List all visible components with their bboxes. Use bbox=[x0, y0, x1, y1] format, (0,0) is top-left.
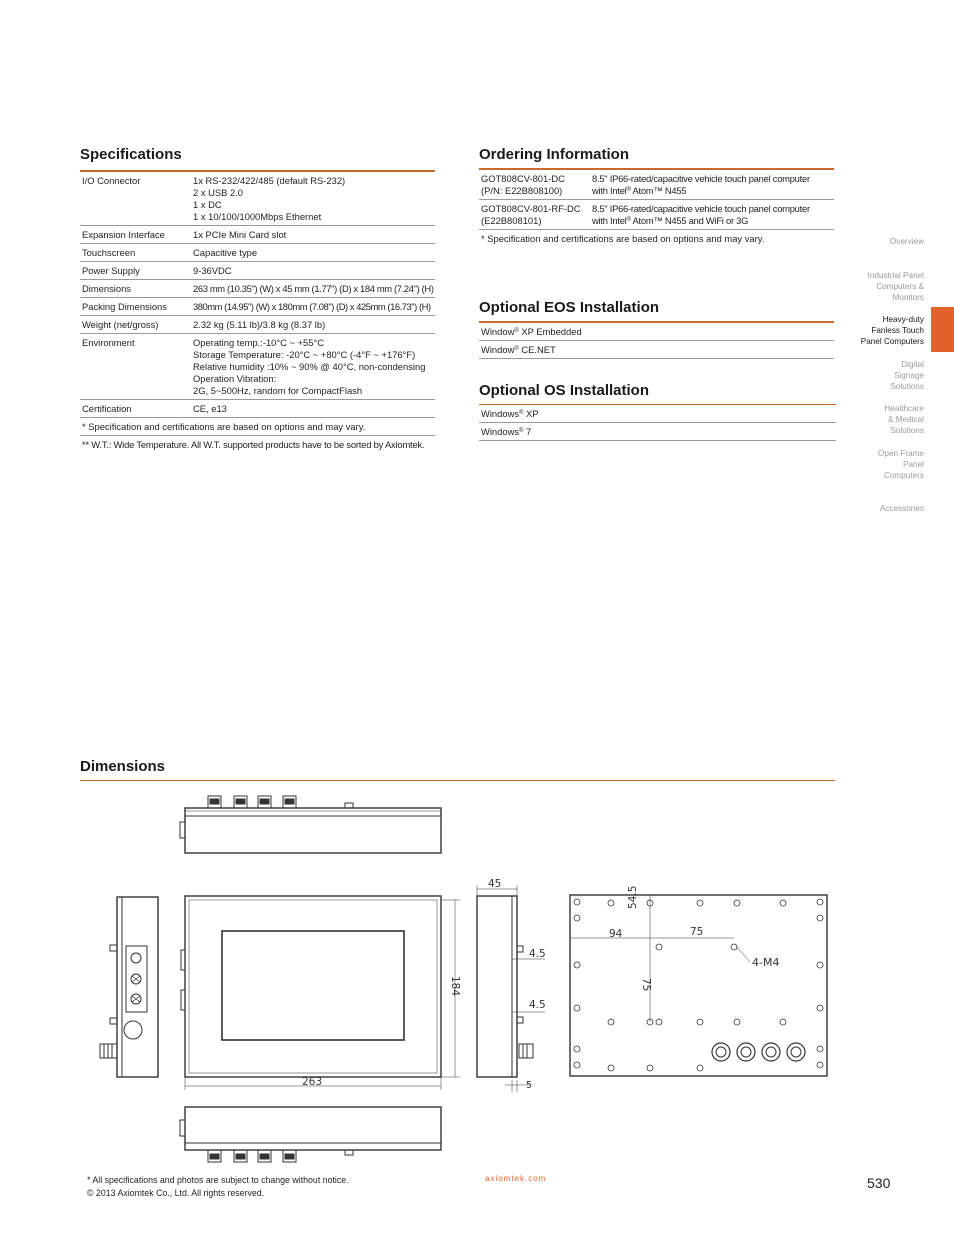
ordering-heading: Ordering Information bbox=[479, 146, 629, 163]
os-name: Window bbox=[481, 344, 515, 355]
bottom-view bbox=[180, 1107, 441, 1162]
spec-key: I/O Connector bbox=[80, 172, 191, 226]
part-code: (E22B808101) bbox=[481, 215, 542, 226]
spec-key: Certification bbox=[80, 400, 191, 418]
description-line: Atom™ N455 bbox=[630, 185, 687, 196]
os-row bbox=[479, 405, 836, 423]
description-line: 8.5" IP66-rated/capacitive vehicle touch panel computer bbox=[592, 173, 810, 184]
dim-screw-label: 4-M4 bbox=[752, 956, 780, 969]
spec-note: ** W.T.: Wide Temperature. All W.T. supported products have to be sorted by Axiomtek. bbox=[82, 439, 425, 450]
eos-row bbox=[479, 341, 834, 359]
dim-offset-top-label: 4.5 bbox=[529, 948, 546, 960]
spec-value: 263 mm (10.35") (W) x 45 mm (1.77") (D) x 184 mm (7.24") (H) bbox=[191, 280, 435, 298]
os-table bbox=[479, 405, 836, 441]
part-number: GOT808CV-801-RF-DC bbox=[481, 203, 581, 214]
footer-disclaimer: * All specifications and photos are subject to change without notice. © 2013 Axiomtek Co., Ltd. All rights reserved. bbox=[87, 1175, 349, 1198]
spec-note-row bbox=[80, 436, 435, 454]
spec-row bbox=[80, 298, 435, 316]
os-edition: XP Embedded bbox=[518, 326, 582, 337]
os-name: Window bbox=[481, 326, 515, 337]
ordering-note: * Specification and certifications are based on options and may vary. bbox=[481, 233, 765, 244]
os-heading: Optional OS Installation bbox=[479, 382, 650, 399]
specifications-heading: Specifications bbox=[80, 146, 182, 163]
spec-value: 380mm (14.95") (W) x 180mm (7.08") (D) x 425mm (16.73") (H) bbox=[191, 298, 435, 316]
ordering-description bbox=[590, 170, 834, 200]
spec-row bbox=[80, 226, 435, 244]
sidebar-item-heavy-duty[interactable]: Heavy-duty Fanless Touch Panel Computers bbox=[860, 315, 924, 346]
dim-vesa-y-label: 75 bbox=[640, 978, 652, 992]
vesa-holes bbox=[656, 944, 737, 1025]
registered-mark: ® bbox=[514, 346, 519, 352]
front-view bbox=[181, 896, 460, 1090]
description-line: with Intel bbox=[592, 215, 627, 226]
dim-width-label: 263 bbox=[302, 1076, 323, 1088]
dim-depth-label: 45 bbox=[488, 878, 502, 890]
spec-note-row bbox=[80, 418, 435, 436]
os-item bbox=[479, 423, 836, 441]
registered-mark: ® bbox=[519, 410, 524, 416]
spec-row bbox=[80, 280, 435, 298]
ordering-row bbox=[479, 170, 834, 200]
sidebar-active-tab bbox=[931, 307, 954, 352]
specifications-table bbox=[80, 172, 435, 453]
dimensions-rule bbox=[80, 780, 835, 781]
spec-key: Environment bbox=[80, 334, 191, 400]
ordering-table bbox=[479, 170, 834, 247]
spec-row bbox=[80, 172, 435, 226]
dim-small-label: 5 bbox=[526, 1080, 533, 1091]
sidebar-item-healthcare[interactable]: Healthcare & Medical Solutions bbox=[884, 404, 924, 435]
spec-value: 1x PCIe Mini Card slot bbox=[191, 226, 435, 244]
eos-row bbox=[479, 323, 834, 341]
spec-row bbox=[80, 244, 435, 262]
registered-mark: ® bbox=[514, 328, 519, 334]
os-name: Windows bbox=[481, 426, 520, 437]
top-view bbox=[180, 796, 441, 853]
left-side-view bbox=[100, 897, 158, 1077]
spec-value: 2.32 kg (5.11 lb)/3.8 kg (8.37 lb) bbox=[191, 316, 435, 334]
page-number: 530 bbox=[867, 1175, 891, 1191]
os-edition: XP bbox=[523, 408, 539, 419]
os-edition: CE.NET bbox=[518, 344, 556, 355]
sidebar-item-accessories[interactable]: Accessories bbox=[879, 504, 924, 513]
spec-row bbox=[80, 316, 435, 334]
part-code: (P/N: E22B808100) bbox=[481, 185, 563, 196]
eos-item bbox=[479, 323, 834, 341]
spec-key: Touchscreen bbox=[80, 244, 191, 262]
sidebar-item-digital-signage[interactable]: Digital Signage Solutions bbox=[890, 360, 924, 391]
description-line: Atom™ N455 and WiFi or 3G bbox=[630, 215, 749, 226]
os-name: Windows bbox=[481, 408, 520, 419]
spec-note: * Specification and certifications are based on options and may vary. bbox=[80, 418, 435, 436]
rear-view bbox=[570, 895, 827, 1076]
spec-key: Power Supply bbox=[80, 262, 191, 280]
spec-key: Dimensions bbox=[80, 280, 191, 298]
spec-value: 1x RS-232/422/485 (default RS-232) 2 x USB 2.0 1 x DC 1 x 10/100/1000Mbps Ethernet bbox=[191, 172, 435, 226]
spec-row bbox=[80, 400, 435, 418]
part-number: GOT808CV-801-DC bbox=[481, 173, 565, 184]
dim-offset-bottom-label: 4.5 bbox=[529, 999, 546, 1011]
eos-item bbox=[479, 341, 834, 359]
dim-vesa-x-label: 75 bbox=[690, 926, 704, 938]
dim-vesa-y-top-label: 54.5 bbox=[627, 885, 639, 909]
dim-vesa-x-left-label: 94 bbox=[609, 928, 623, 940]
rear-connectors bbox=[712, 1043, 805, 1061]
spec-key: Expansion Interface bbox=[80, 226, 191, 244]
spec-value: Capacitive type bbox=[191, 244, 435, 262]
right-side-view bbox=[477, 885, 545, 1092]
spec-value: Operating temp.:-10°C ~ +55°C Storage Temperature: -20°C ~ +80°C (-4°F ~ +176°F) Relative humidity :10% ~ 90% @ 40°C, non-condensing Operation Vibration: 2G, 5~500Hz, random for CompactFlash bbox=[191, 334, 435, 400]
os-item bbox=[479, 405, 836, 423]
ordering-description bbox=[590, 200, 834, 230]
eos-heading: Optional EOS Installation bbox=[479, 299, 660, 316]
sidebar-item-overview[interactable]: Overview bbox=[889, 237, 924, 246]
ordering-part-number bbox=[479, 170, 590, 200]
sidebar-item-industrial-panel[interactable]: Industrial Panel Computers & Monitors bbox=[867, 271, 924, 302]
sidebar-item-open-frame[interactable]: Open Frame Panel Computers bbox=[878, 449, 924, 480]
spec-key: Weight (net/gross) bbox=[80, 316, 191, 334]
description-line: with Intel bbox=[592, 185, 627, 196]
spec-row bbox=[80, 262, 435, 280]
spec-row bbox=[80, 334, 435, 400]
spec-value: 9-36VDC bbox=[191, 262, 435, 280]
os-row bbox=[479, 423, 836, 441]
eos-table bbox=[479, 323, 834, 359]
registered-mark: ® bbox=[626, 187, 631, 193]
spec-key: Packing Dimensions bbox=[80, 298, 191, 316]
ordering-row bbox=[479, 200, 834, 230]
ordering-part-number bbox=[479, 200, 590, 230]
registered-mark: ® bbox=[626, 217, 631, 223]
ordering-note-row bbox=[479, 230, 834, 248]
dimensions-heading: Dimensions bbox=[80, 758, 166, 775]
footer-url[interactable]: axiomtek.com bbox=[485, 1174, 547, 1183]
spec-value: CE, e13 bbox=[191, 400, 435, 418]
registered-mark: ® bbox=[519, 428, 524, 434]
dim-height-label: 184 bbox=[449, 976, 461, 997]
os-edition: 7 bbox=[523, 426, 532, 437]
description-line: 8.5" IP66-rated/capacitive vehicle touch panel computer bbox=[592, 203, 810, 214]
